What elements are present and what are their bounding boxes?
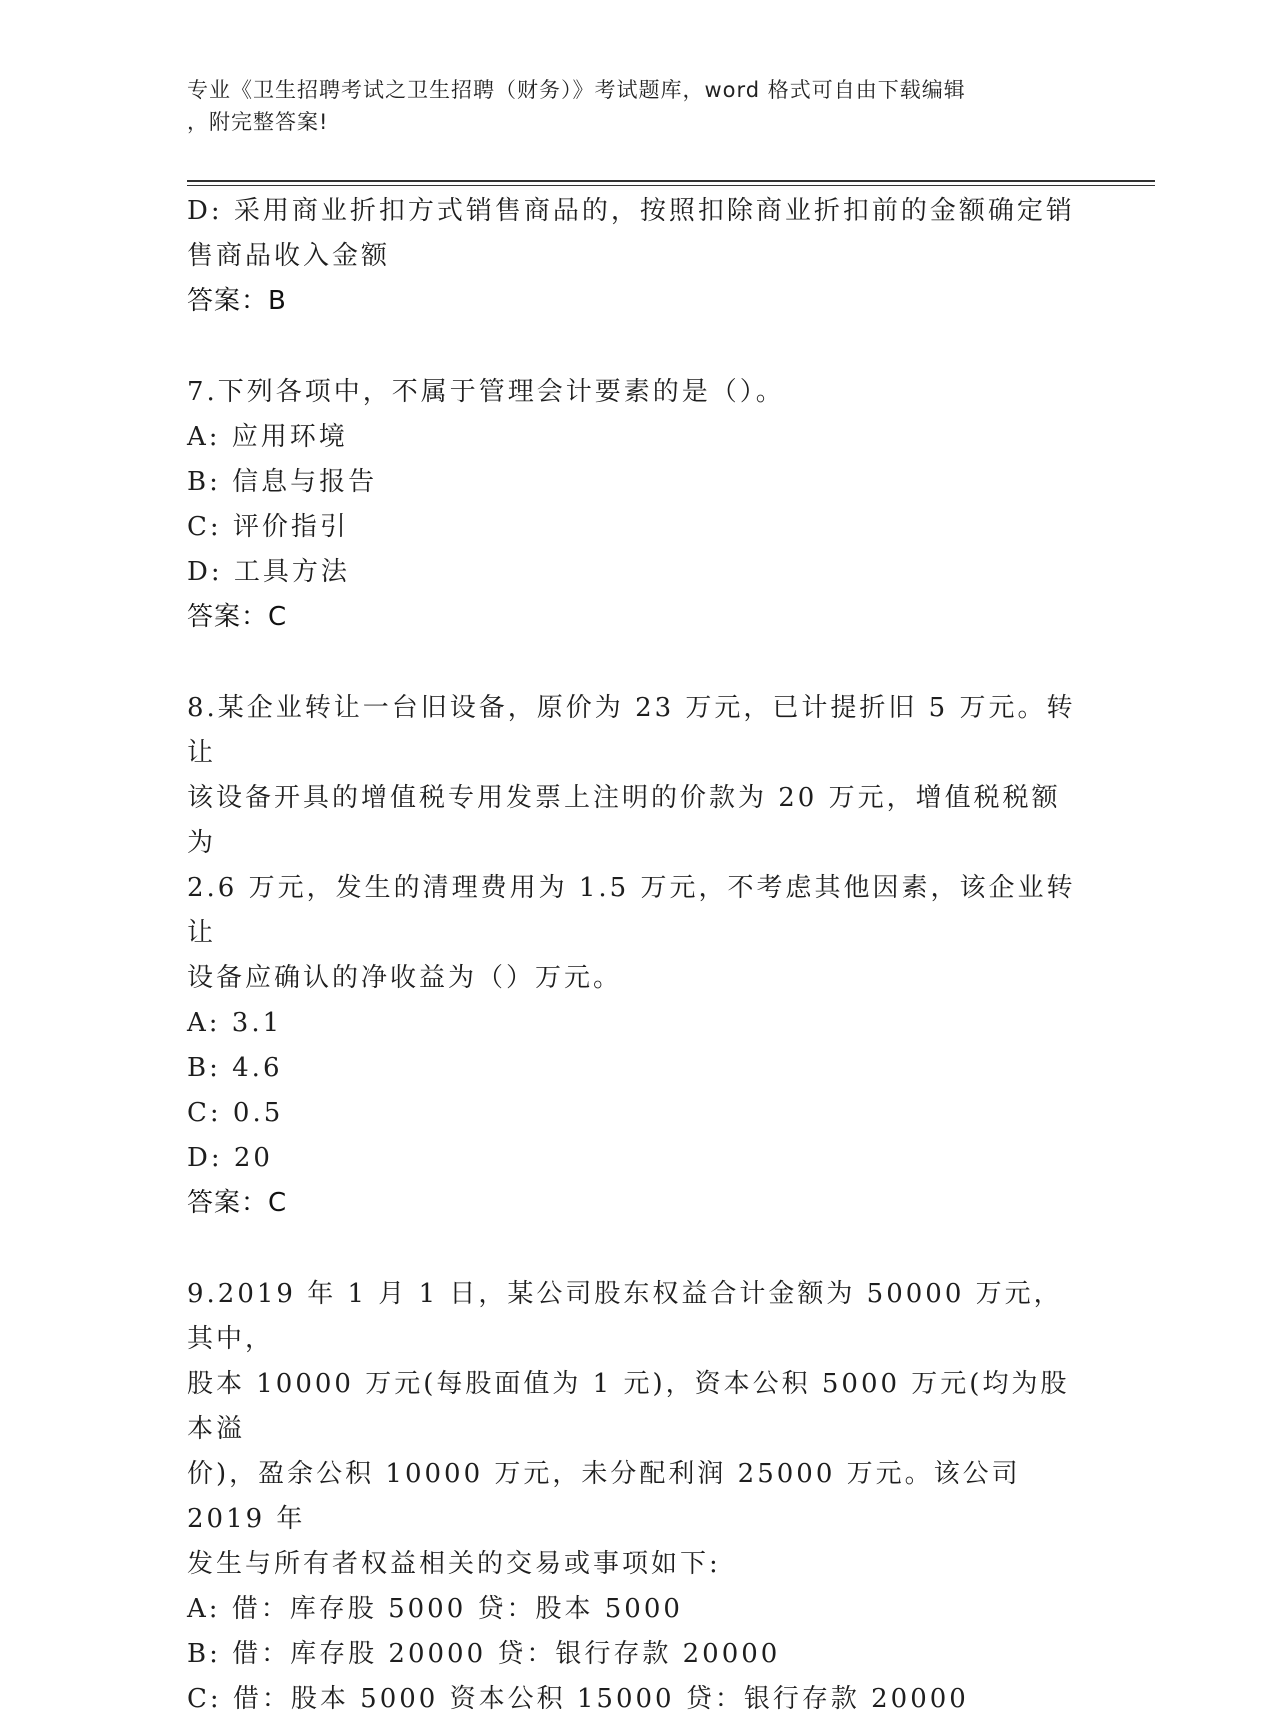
option-d-line-2: 售商品收入金额 [187,241,391,271]
answer-line: 答案：C [187,602,288,632]
option-d: D: 20 [187,1143,273,1173]
header-line-1: 专业《卫生招聘考试之卫生招聘（财务）》考试题库，word 格式可自由下载编辑 [187,78,966,102]
answer-line: 答案：C [187,1188,288,1218]
answer-line: 答案：B [187,286,287,316]
option-d: D: 工具方法 [187,557,350,587]
option-a: A: 应用环境 [187,422,348,452]
spacer [187,1226,1087,1272]
option-a: A: 3.1 [187,1008,283,1038]
question-stem-line-1: 9.2019 年 1 月 1 日，某公司股东权益合计金额为 50000 万元，其中， [187,1279,1063,1354]
question-stem-line-2: 股本 10000 万元(每股面值为 1 元)，资本公积 5000 万元(均为股本溢 [187,1369,1070,1444]
option-c: C: 评价指引 [187,512,349,542]
question-stem: 7.下列各项中，不属于管理会计要素的是（）。 [187,377,785,407]
question-stem-line-3: 价)，盈余公积 10000 万元，未分配利润 25000 万元。该公司 2019 年 [187,1459,1021,1534]
spacer [187,640,1087,686]
option-c: C: 0.5 [187,1098,284,1128]
question-8 [187,686,1087,1226]
spacer [187,324,1087,370]
option-a: A: 借：库存股 5000 贷：股本 5000 [187,1594,683,1624]
question-9 [187,1272,1087,1722]
document-body [187,189,1087,1722]
option-b: B: 信息与报告 [187,467,378,497]
question-stem-line-4: 发生与所有者权益相关的交易或事项如下: [187,1549,721,1579]
question-stem-line-1: 8.某企业转让一台旧设备，原价为 23 万元，已计提折旧 5 万元。转让 [187,693,1076,768]
header-divider-thin [187,185,1155,186]
question-stem-line-3: 2.6 万元，发生的清理费用为 1.5 万元，不考虑其他因素，该企业转让 [187,873,1076,948]
header-divider-thick [187,180,1155,182]
question-7 [187,370,1087,640]
question-6-continuation [187,189,1087,324]
option-c: C: 借：股本 5000 资本公积 15000 贷：银行存款 20000 [187,1684,969,1714]
option-b: B: 4.6 [187,1053,283,1083]
header-line-2: ，附完整答案! [187,110,329,134]
document-header [187,74,1087,138]
question-stem-line-2: 该设备开具的增值税专用发票上注明的价款为 20 万元，增值税税额为 [187,783,1061,858]
question-stem-line-4: 设备应确认的净收益为（）万元。 [187,963,623,993]
option-b: B: 借：库存股 20000 贷：银行存款 20000 [187,1639,781,1669]
option-d-line-1: D: 采用商业折扣方式销售商品的，按照扣除商业折扣前的金额确定销 [187,196,1075,226]
